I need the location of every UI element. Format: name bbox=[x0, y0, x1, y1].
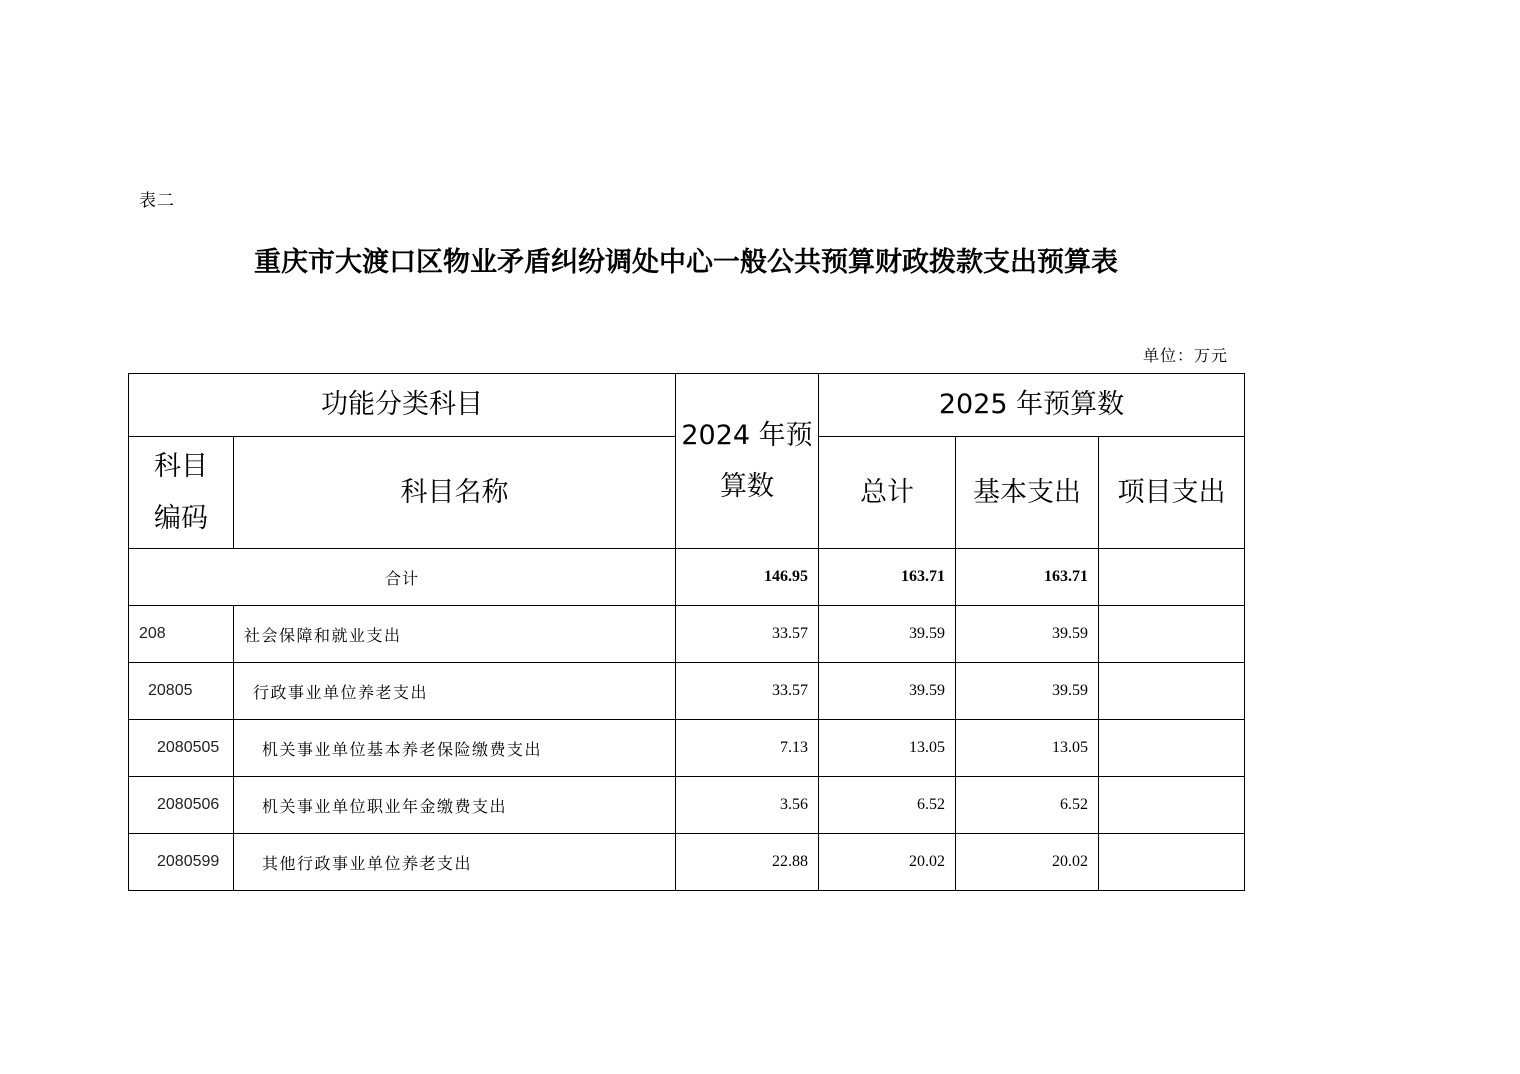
header-row-top bbox=[129, 374, 1245, 437]
header-budget-2024-line2: 算数 bbox=[720, 471, 774, 502]
header-code bbox=[129, 437, 234, 549]
header-code-line2: 编码 bbox=[154, 502, 208, 534]
header-project: 项目支出 bbox=[1099, 437, 1245, 549]
header-budget-2024 bbox=[676, 374, 819, 549]
row-project bbox=[1099, 720, 1245, 777]
row-basic: 6.52 bbox=[956, 777, 1099, 834]
row-name: 社会保障和就业支出 bbox=[234, 606, 676, 663]
table-row bbox=[129, 720, 1245, 777]
row-code: 2080506 bbox=[129, 777, 234, 834]
header-name: 科目名称 bbox=[234, 437, 676, 549]
row-basic: 20.02 bbox=[956, 834, 1099, 891]
row-project bbox=[1099, 777, 1245, 834]
row-basic: 39.59 bbox=[956, 663, 1099, 720]
row-name: 机关事业单位基本养老保险缴费支出 bbox=[234, 720, 676, 777]
row-total: 6.52 bbox=[819, 777, 956, 834]
row-name: 其他行政事业单位养老支出 bbox=[234, 834, 676, 891]
row-basic: 39.59 bbox=[956, 606, 1099, 663]
header-basic: 基本支出 bbox=[956, 437, 1099, 549]
page-title: 重庆市大渡口区物业矛盾纠纷调处中心一般公共预算财政拨款支出预算表 bbox=[254, 247, 1118, 278]
row-budget-2024: 3.56 bbox=[676, 777, 819, 834]
row-project bbox=[1099, 834, 1245, 891]
total-budget-2024: 146.95 bbox=[676, 549, 819, 606]
row-total: 39.59 bbox=[819, 606, 956, 663]
row-basic: 13.05 bbox=[956, 720, 1099, 777]
header-total: 总计 bbox=[819, 437, 956, 549]
row-code: 2080599 bbox=[129, 834, 234, 891]
row-total: 13.05 bbox=[819, 720, 956, 777]
table-row bbox=[129, 606, 1245, 663]
header-budget-2025: 2025 年预算数 bbox=[819, 374, 1245, 437]
row-name: 行政事业单位养老支出 bbox=[234, 663, 676, 720]
unit-label: 单位：万元 bbox=[1143, 346, 1229, 365]
table-row bbox=[129, 663, 1245, 720]
table-row bbox=[129, 777, 1245, 834]
header-budget-2024-line1: 2024 年预 bbox=[681, 419, 813, 451]
row-project bbox=[1099, 606, 1245, 663]
total-basic: 163.71 bbox=[956, 549, 1099, 606]
total-total: 163.71 bbox=[819, 549, 956, 606]
header-code-line1: 科目 bbox=[154, 451, 208, 483]
header-function-category: 功能分类科目 bbox=[129, 374, 676, 437]
row-total: 20.02 bbox=[819, 834, 956, 891]
row-project bbox=[1099, 663, 1245, 720]
total-project bbox=[1099, 549, 1245, 606]
row-budget-2024: 7.13 bbox=[676, 720, 819, 777]
row-name: 机关事业单位职业年金缴费支出 bbox=[234, 777, 676, 834]
total-label: 合计 bbox=[129, 549, 676, 606]
total-row bbox=[129, 549, 1245, 606]
row-budget-2024: 22.88 bbox=[676, 834, 819, 891]
row-budget-2024: 33.57 bbox=[676, 606, 819, 663]
row-budget-2024: 33.57 bbox=[676, 663, 819, 720]
table-row bbox=[129, 834, 1245, 891]
row-code: 2080505 bbox=[129, 720, 234, 777]
row-code: 20805 bbox=[129, 663, 234, 720]
table-label: 表二 bbox=[139, 191, 175, 211]
row-code: 208 bbox=[129, 606, 234, 663]
budget-table bbox=[128, 373, 1245, 891]
row-total: 39.59 bbox=[819, 663, 956, 720]
